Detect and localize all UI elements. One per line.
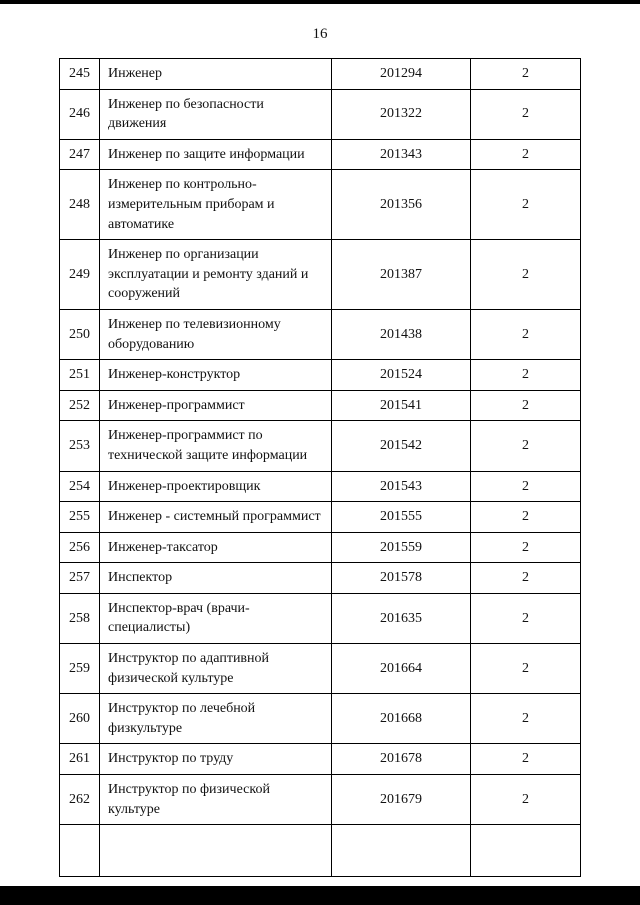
cell-title: Инженер по безопасности движения [100,89,332,139]
cell-count: 2 [471,471,581,502]
cell-num: 251 [60,360,100,391]
cell-code: 201322 [332,89,471,139]
page-number: 16 [312,26,328,42]
cell-count: 2 [471,139,581,170]
table-row [60,390,581,421]
cell-title-empty [100,825,332,877]
table-row [60,421,581,471]
table-row [60,502,581,533]
cell-title: Инженер по защите информации [100,139,332,170]
cell-code: 201555 [332,502,471,533]
cell-title: Инженер - системный программист [100,502,332,533]
occupations-table [59,58,581,877]
cell-num: 247 [60,139,100,170]
cell-count: 2 [471,532,581,563]
cell-num: 250 [60,309,100,359]
cell-title: Инженер-конструктор [100,360,332,391]
cell-title: Инженер [100,59,332,90]
table-row [60,89,581,139]
cell-code: 201678 [332,744,471,775]
cell-title: Инженер-программист по технической защите информации [100,421,332,471]
cell-title: Инженер по телевизионному оборудованию [100,309,332,359]
cell-num: 261 [60,744,100,775]
table-row [60,563,581,594]
cell-title: Инженер по контрольно-измерительным приборам и автоматике [100,170,332,240]
table-row [60,775,581,825]
cell-num: 252 [60,390,100,421]
cell-count: 2 [471,421,581,471]
cell-title: Инструктор по лечебной физкультуре [100,694,332,744]
cell-count: 2 [471,694,581,744]
cell-code: 201438 [332,309,471,359]
cell-title: Инженер-проектировщик [100,471,332,502]
cell-code: 201635 [332,593,471,643]
table-row-partial [60,825,581,877]
cell-num: 256 [60,532,100,563]
cell-count: 2 [471,360,581,391]
table-row [60,309,581,359]
table-row [60,139,581,170]
scan-artifact-top-bar [0,0,640,4]
cell-num: 260 [60,694,100,744]
cell-num: 249 [60,240,100,310]
cell-count: 2 [471,240,581,310]
cell-code: 201668 [332,694,471,744]
cell-count-empty [471,825,581,877]
cell-code: 201294 [332,59,471,90]
cell-title: Инспектор-врач (врачи-специалисты) [100,593,332,643]
scan-artifact-bottom-bar [0,886,640,905]
cell-code: 201343 [332,139,471,170]
table-row [60,59,581,90]
cell-count: 2 [471,644,581,694]
cell-title: Инженер по организации эксплуатации и ремонту зданий и сооружений [100,240,332,310]
cell-code: 201356 [332,170,471,240]
cell-num: 262 [60,775,100,825]
cell-count: 2 [471,744,581,775]
cell-title: Инспектор [100,563,332,594]
table-body [60,59,581,877]
cell-code: 201542 [332,421,471,471]
table-row [60,532,581,563]
cell-title: Инженер-таксатор [100,532,332,563]
cell-title: Инструктор по труду [100,744,332,775]
table-row [60,644,581,694]
cell-code: 201387 [332,240,471,310]
cell-count: 2 [471,593,581,643]
table-row [60,593,581,643]
cell-num: 245 [60,59,100,90]
cell-code: 201524 [332,360,471,391]
cell-num: 259 [60,644,100,694]
cell-num: 254 [60,471,100,502]
cell-num: 258 [60,593,100,643]
cell-num: 257 [60,563,100,594]
cell-count: 2 [471,89,581,139]
cell-code-empty [332,825,471,877]
cell-count: 2 [471,775,581,825]
cell-num: 248 [60,170,100,240]
table-row [60,694,581,744]
table-row [60,471,581,502]
table-row [60,744,581,775]
cell-count: 2 [471,390,581,421]
cell-num-empty [60,825,100,877]
cell-title: Инженер-программист [100,390,332,421]
cell-count: 2 [471,502,581,533]
cell-count: 2 [471,309,581,359]
cell-num: 253 [60,421,100,471]
cell-code: 201541 [332,390,471,421]
cell-code: 201543 [332,471,471,502]
cell-code: 201578 [332,563,471,594]
cell-num: 255 [60,502,100,533]
cell-code: 201664 [332,644,471,694]
table-row [60,240,581,310]
table-row [60,360,581,391]
cell-count: 2 [471,563,581,594]
cell-title: Инструктор по адаптивной физической культуре [100,644,332,694]
cell-count: 2 [471,170,581,240]
table-row [60,170,581,240]
cell-num: 246 [60,89,100,139]
cell-code: 201559 [332,532,471,563]
cell-count: 2 [471,59,581,90]
cell-code: 201679 [332,775,471,825]
cell-title: Инструктор по физической культуре [100,775,332,825]
